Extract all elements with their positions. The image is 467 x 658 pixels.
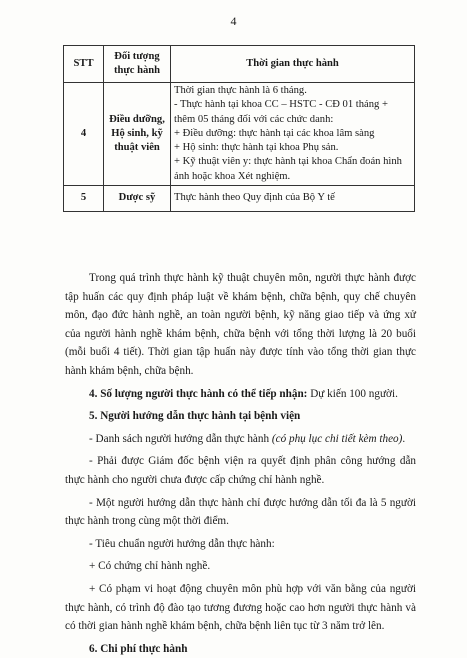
row-object: Dược sỹ [104, 186, 171, 212]
table-row [64, 186, 415, 212]
instructor-list-paragraph [65, 430, 416, 449]
description-line: + Điều dưỡng: thực hành tại các khoa lâm sàng [174, 127, 375, 139]
description-line: - Thực hành tại khoa CC – HSTC - CĐ 01 tháng + thêm 05 tháng đối với các chức danh: [174, 99, 388, 125]
license-paragraph: + Có chứng chỉ hành nghề. [89, 560, 211, 573]
criteria-paragraph: - Tiêu chuẩn người hướng dẫn thực hành: [89, 537, 275, 550]
section-6-title: 6. Chi phí thực hành [89, 642, 188, 655]
row-stt: 4 [64, 83, 104, 186]
practice-time-table [63, 45, 415, 212]
table-row [64, 83, 415, 186]
header-stt: STT [64, 46, 104, 83]
document-body [65, 269, 416, 658]
description-line: + Hộ sinh: thực hành tại khoa Phụ sản. [174, 142, 339, 154]
limit-paragraph: - Một người hướng dẫn thực hành chỉ được hướng dẫn tối đa là 5 người thực hành trong cùng một thời điểm. [65, 496, 416, 528]
scope-paragraph: + Có phạm vi hoạt động chuyên môn phù hợp với văn bằng của người thực hành, có trình độ đào tạo tương đương hoặc cao hơn người thực hành và có thời gian hành nghề khám bệnh, chữa bệnh liên tục từ 3 năm trở lên. [65, 582, 416, 633]
table-header-row [64, 46, 415, 83]
section-4-value: Dự kiến 100 người. [307, 387, 398, 400]
training-paragraph: Trong quá trình thực hành kỹ thuật chuyên môn, người thực hành được tập huấn các quy định pháp luật về khám bệnh, chữa bệnh, quy chế chuyên môn, đạo đức hành nghề, an toàn người bệnh, kỹ năng giao tiếp và ứng xử của người hành nghề khám bệnh, chữa bệnh với tổng thời lượng là 20 buổi (mỗi buổi 4 tiết). Thời gian tập huấn này được tính vào tổng thời gian thực hành khám bệnh, chữa bệnh. [65, 272, 416, 377]
header-time: Thời gian thực hành [171, 46, 415, 83]
section-5-title: 5. Người hướng dẫn thực hành tại bệnh viện [89, 410, 301, 423]
description-line: Thời gian thực hành là 6 tháng. [174, 85, 307, 96]
header-object: Đối tượng thực hành [104, 46, 171, 83]
director-paragraph: - Phải được Giám đốc bệnh viện ra quyết định phân công hướng dẫn thực hành cho người chưa được cấp chứng chỉ hành nghề. [65, 455, 416, 486]
description-line: + Kỹ thuật viên y: thực hành tại khoa Chẩn đoán hình ảnh hoặc khoa Xét nghiệm. [174, 156, 402, 182]
section-4 [65, 385, 416, 404]
row-description: Thực hành theo Quy định của Bộ Y tế [171, 186, 415, 212]
section-4-title: 4. Số lượng người thực hành có thể tiếp nhận: [89, 387, 308, 400]
row-object: Điều dưỡng, Hộ sinh, kỹ thuật viên [104, 83, 171, 186]
list-end: . [402, 432, 406, 445]
row-description [171, 83, 415, 186]
row-stt: 5 [64, 186, 104, 212]
page-number: 4 [230, 14, 237, 28]
list-text: - Danh sách người hướng dẫn thực hành [89, 432, 272, 445]
appendix-note: (có phụ lục chi tiết kèm theo) [271, 432, 403, 445]
